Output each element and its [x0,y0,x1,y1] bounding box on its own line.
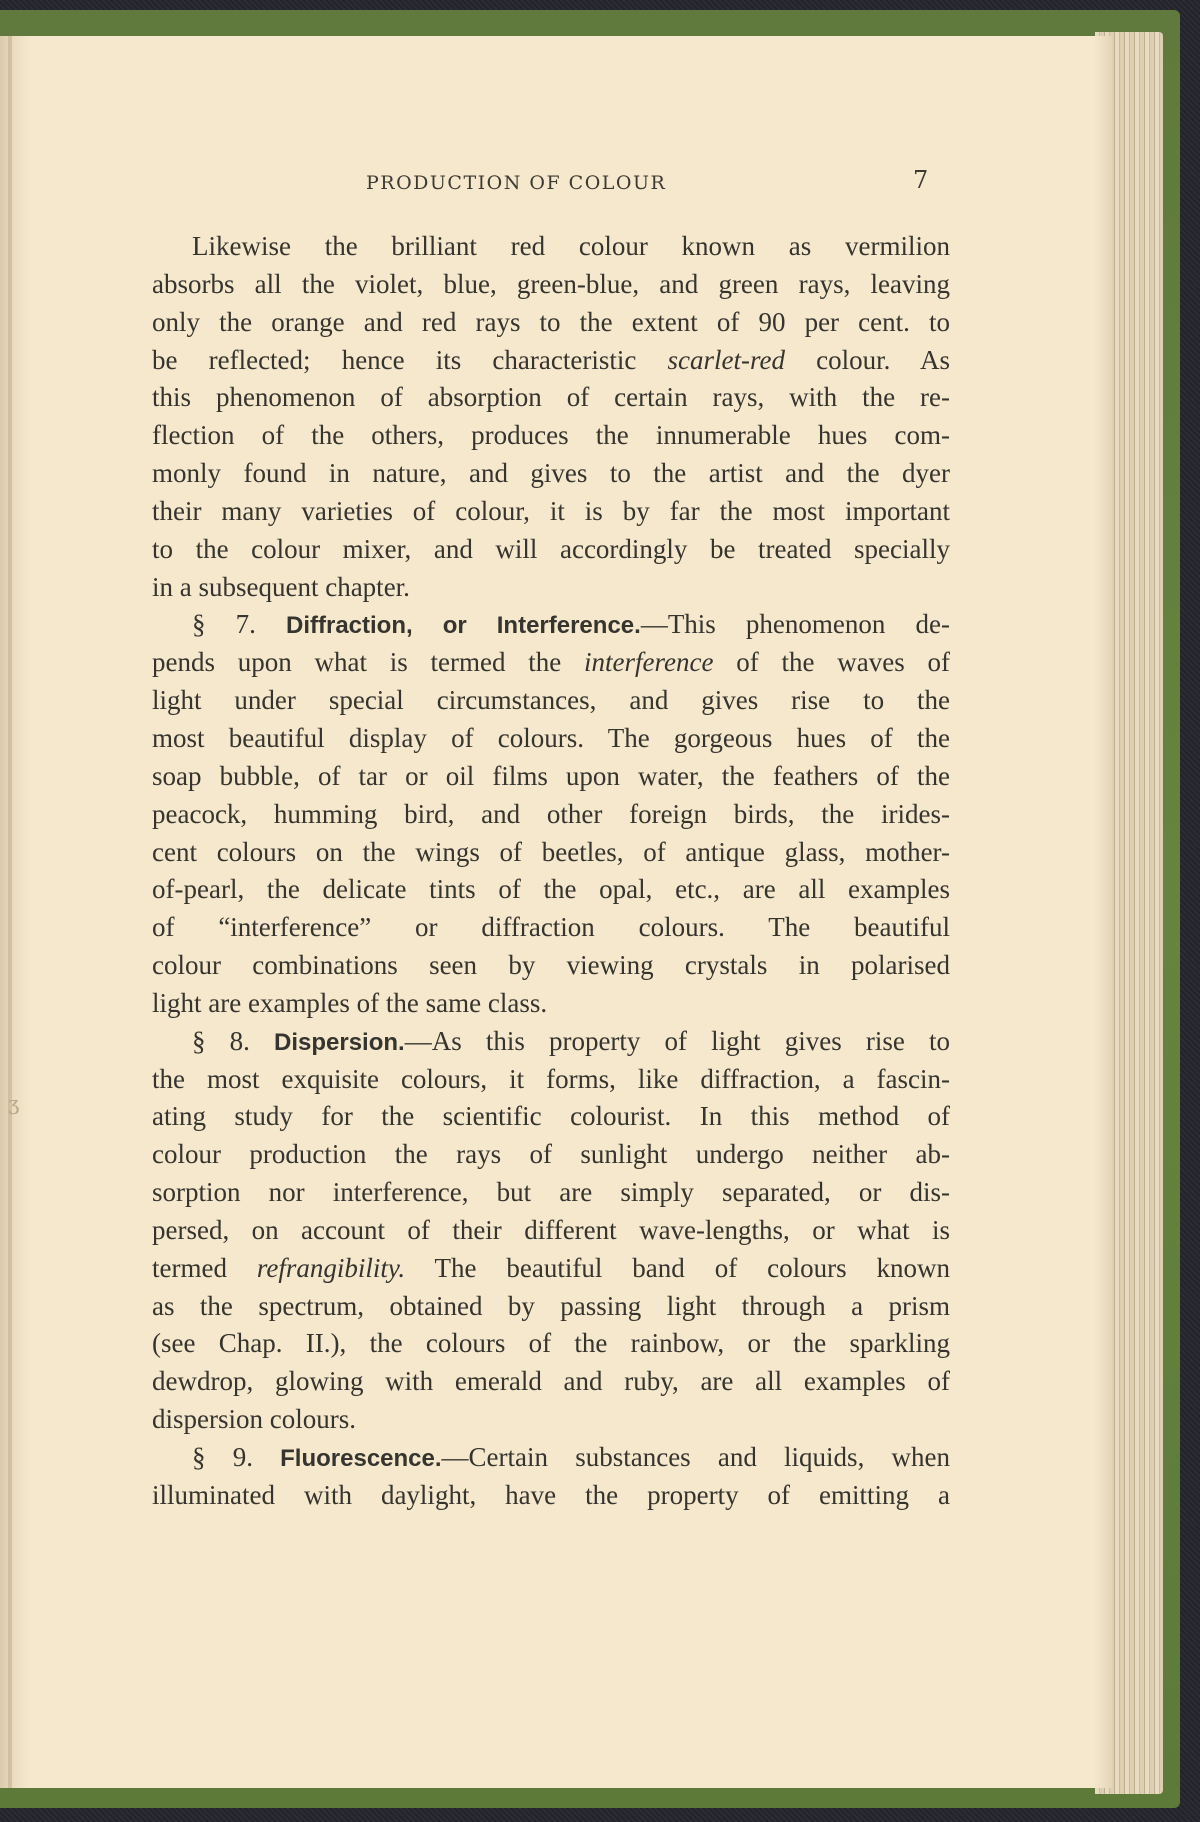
text-run: pends upon what is termed the [152,647,585,678]
text-run: illuminated with daylight, have the property of emitting a [152,1479,950,1510]
text-line [152,758,950,796]
section-paragraph [152,1439,950,1515]
running-head: PRODUCTION OF COLOUR [366,172,667,194]
text-line [152,1288,950,1326]
text-run: of-pearl, the delicate tints of the opal, etc., are all examples [152,874,950,905]
text-line [152,266,950,304]
paragraph [152,228,950,606]
text-run: of “interference” or diffraction colours. The beautiful [152,912,950,943]
text-run: of the waves of [713,647,950,678]
text-line [152,909,950,947]
text-line [152,1439,950,1477]
text-line [152,834,950,872]
text-run: be reflected; hence its characteristic [152,344,668,375]
text-line [152,1136,950,1174]
text-line [152,531,950,569]
text-line [152,342,950,380]
text-line [152,1174,950,1212]
text-run: to the colour mixer, and will accordingly be treated specially [152,533,950,564]
body-text [152,228,950,1515]
text-run: colour combinations seen by viewing crystals in polarised [152,950,950,981]
text-line [152,1250,950,1288]
gutter-shadow [8,36,12,1788]
text-run: dispersion colours. [152,1404,356,1435]
text-line [152,1023,950,1061]
text-run: dewdrop, glowing with emerald and ruby, are all examples of [152,1366,950,1397]
text-line [152,228,950,266]
italic-term: refrangibility. [256,1252,406,1283]
text-line [152,644,950,682]
text-run: as the spectrum, obtained by passing light through a prism [152,1290,950,1321]
text-run: cent colours on the wings of beetles, of antique glass, mother- [152,836,950,867]
text-run: termed [152,1252,257,1283]
section-paragraph [152,1023,950,1439]
text-run: monly found in nature, and gives to the artist and the dyer [152,458,950,489]
section-heading: Dispersion. [274,1028,405,1056]
section-heading: Diffraction, or Interference. [286,612,641,640]
text-line [152,1212,950,1250]
text-run: persed, on account of their different wave-lengths, or what is [152,1214,950,1245]
section-number: § 9. [192,1442,281,1472]
text-line [152,304,950,342]
text-run: only the orange and red rays to the extent of 90 per cent. to [152,306,950,337]
text-run: soap bubble, of tar or oil films upon water, the feathers of the [152,760,950,791]
text-run: —Certain substances and liquids, when [441,1442,950,1472]
italic-term: scarlet-red [667,344,785,375]
text-run: light under special circumstances, and gives rise to the [152,685,950,716]
text-line [152,1325,950,1363]
text-line [152,985,950,1023]
text-run: peacock, humming bird, and other foreign birds, the irides- [152,798,950,829]
page-number: 7 [913,166,929,194]
section-number: § 8. [192,1025,274,1056]
text-run: flection of the others, produces the innumerable hues com- [152,420,950,451]
margin-pencil-mark: ʒ [8,1091,20,1115]
text-run: Likewise the brilliant red colour known as vermilion [192,231,950,261]
text-run: ating study for the scientific colourist. In this method of [152,1101,950,1132]
text-run: light are examples of the same class. [152,987,548,1018]
text-line [152,569,950,607]
text-run: most beautiful display of colours. The gorgeous hues of the [152,722,950,753]
section-heading: Fluorescence. [280,1445,442,1472]
text-run: colour production the rays of sunlight undergo neither ab- [152,1139,950,1170]
text-line [152,1098,950,1136]
text-run: The beautiful band of colours known [405,1252,950,1283]
section-paragraph [152,606,950,1022]
text-line [152,379,950,417]
text-line [152,720,950,758]
text-line [152,1061,950,1099]
text-run: (see Chap. II.), the colours of the rainbow, or the sparkling [152,1328,950,1359]
text-line [152,871,950,909]
text-line [152,682,950,720]
text-line [152,1363,950,1401]
section-number: § 7. [192,609,286,640]
text-line [152,493,950,531]
text-line [152,606,950,644]
text-run: in a subsequent chapter. [152,571,410,602]
text-line [152,1401,950,1439]
text-line [152,417,950,455]
text-run: —As this property of light gives rise to [404,1025,950,1056]
text-line [152,455,950,493]
text-run: sorption nor interference, but are simply separated, or dis- [152,1177,950,1208]
text-line [152,1477,950,1515]
text-run: absorbs all the violet, blue, green-blue, and green rays, leaving [152,268,950,299]
text-line [152,796,950,834]
text-run: their many varieties of colour, it is by far the most important [152,495,950,526]
text-run: the most exquisite colours, it forms, like diffraction, a fascin- [152,1063,950,1094]
text-run: colour. As [784,344,950,375]
italic-term: interference [584,647,714,678]
text-line [152,947,950,985]
text-run: —This phenomenon de- [640,609,951,640]
text-run: this phenomenon of absorption of certain rays, with the re- [152,382,950,413]
